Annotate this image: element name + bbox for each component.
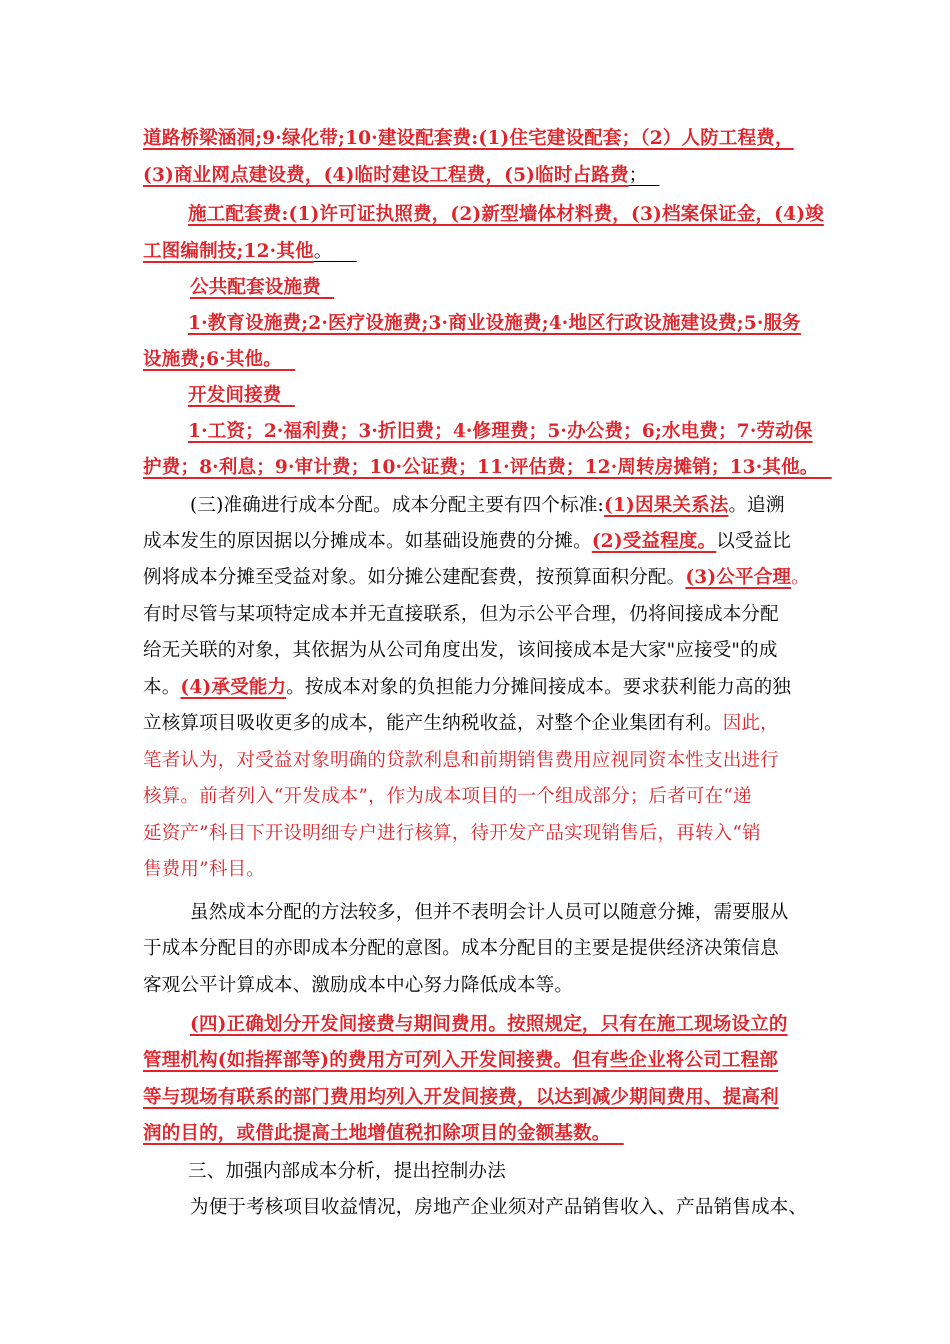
text-line: 设施费;6·其他。 [143,349,282,370]
section-heading: 开发间接费 [188,385,282,406]
text-line: 为便于考核项目收益情况，房地产企业须对产品销售收入、产品销售成本、 [190,1197,808,1218]
text-line: 给无关联的对象，其依据为从公司角度出发，该间接成本是大家"应接受"的成 [143,640,778,661]
text-line: (四)正确划分开发间接费与期间费用。按照规定，只有在施工现场设立的 [190,1014,788,1035]
text-line: 虽然成本分配的方法较多，但并不表明会计人员可以随意分摊，需要服从 [190,902,789,923]
text-line: 施工配套费:(1)许可证执照费，(2)新型墙体材料费，(3)档案保证金，(4)竣 [188,204,824,225]
text-line: (三)准确进行成本分配。成本分配主要有四个标准:(1)因果关系法。追溯 [190,495,785,516]
text-line: 笔者认为，对受益对象明确的贷款利息和前期销售费用应视同资本性支出进行 [143,750,779,771]
text-line: 例将成本分摊至受益对象。如分摊公建配套费，按预算面积分配。(3)公平合理。 [143,567,810,588]
text-line: 成本发生的原因据以分摊成本。如基础设施费的分摊。(2)受益程度。以受益比 [143,531,792,552]
section-heading: 三、加强内部成本分析，提出控制办法 [188,1161,506,1182]
text-line: 延资产”科目下开设明细专户进行核算，待开发产品实现销售后，再转入“销 [143,823,761,844]
text-line: (3)商业网点建设费，(4)临时建设工程费，(5)临时占路费； [143,165,648,186]
text-line: 立核算项目吸收更多的成本，能产生纳税收益，对整个企业集团有利。因此， [143,713,779,734]
text-line: 有时尽管与某项特定成本并无直接联系，但为示公平合理，仍将间接成本分配 [143,604,779,625]
text-line: 售费用”科目。 [143,859,265,880]
text-line: 道路桥梁涵洞;9·绿化带;10·建设配套费:(1)住宅建设配套；（2）人防工程费， [143,128,794,149]
text-line: 管理机构(如指挥部等)的费用方可列入开发间接费。但有些企业将公司工程部 [143,1050,779,1071]
section-heading: 公共配套设施费 [190,277,321,298]
text-line: 护费；8·利息；9·审计费；10·公证费；11·评估费；12·周转房摊销；13·其他。 [143,457,819,478]
text-line: 等与现场有联系的部门费用均列入开发间接费，以达到减少期间费用、提高利 [143,1087,779,1108]
text-line: 1·教育设施费;2·医疗设施费;3·商业设施费;4·地区行政设施建设费;5·服务 [188,313,801,334]
text-line: 客观公平计算成本、激励成本中心努力降低成本等。 [143,975,574,996]
text-line: 1·工资；2·福利费；3·折旧费；4·修理费；5·办公费；6;水电费；7·劳动保 [188,421,813,442]
text-line: 于成本分配目的亦即成本分配的意图。成本分配目的主要是提供经济决策信息 [143,938,779,959]
text-line: 本。(4)承受能力。按成本对象的负担能力分摊间接成本。要求获利能力高的独 [143,677,792,698]
text-line: 工图编制技;12·其他。 [143,241,333,262]
text-line: 润的目的，或借此提高土地增值税扣除项目的金额基数。 [143,1123,611,1144]
text-line: 核算。前者列入“开发成本”，作为成本项目的一个组成部分；后者可在“递 [143,786,752,807]
